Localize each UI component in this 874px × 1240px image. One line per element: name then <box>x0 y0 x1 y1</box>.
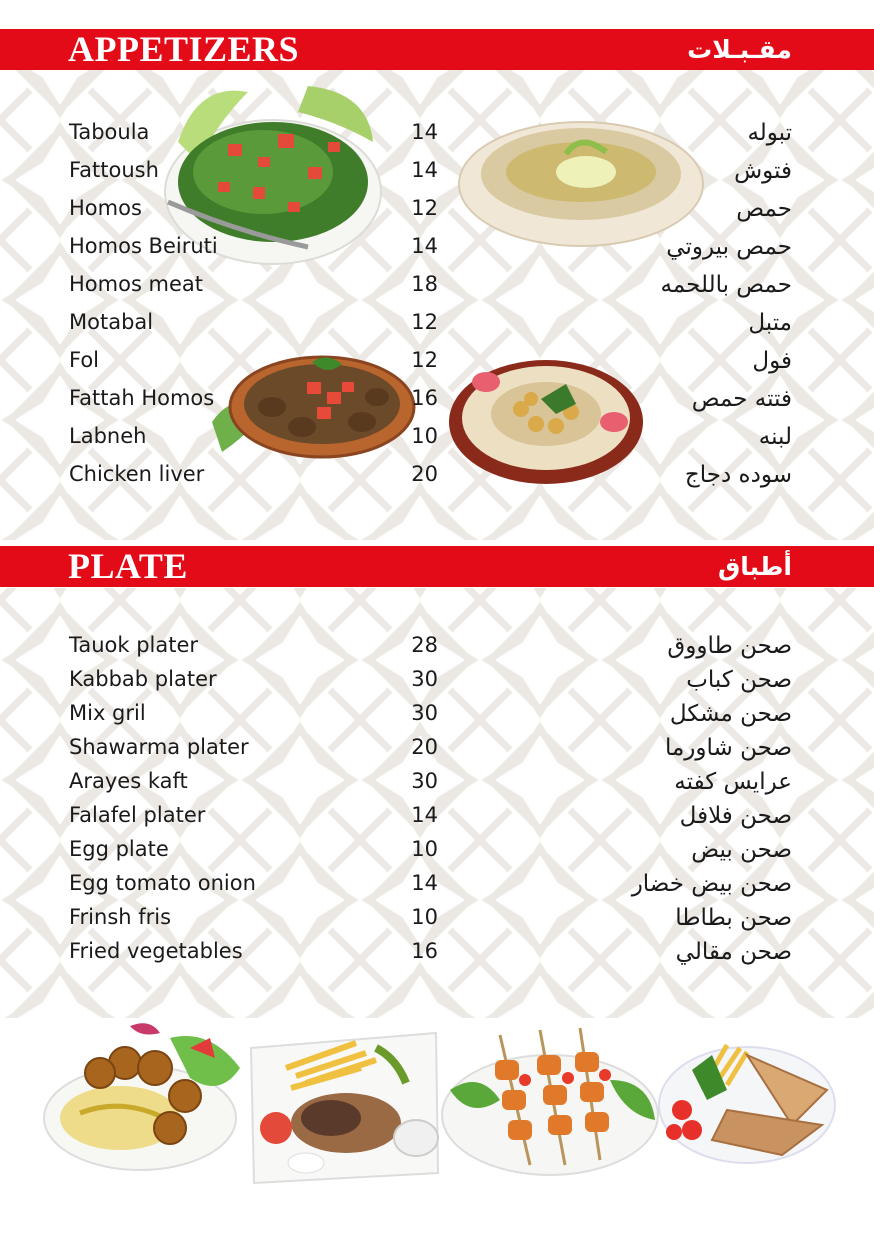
item-name: Chicken liver <box>69 462 205 486</box>
item-name: Homos meat <box>69 272 204 296</box>
item-name-arabic: حمص <box>736 196 792 222</box>
item-name: Homos Beiruti <box>69 234 218 258</box>
menu-item <box>0 196 874 234</box>
item-name: Homos <box>69 196 142 220</box>
skewers-plate-icon <box>440 1020 662 1178</box>
menu-item <box>0 234 874 272</box>
menu-item <box>0 837 874 871</box>
plate-header <box>0 546 874 587</box>
item-name-arabic: سوده دجاج <box>684 462 792 488</box>
item-price: 12 <box>411 310 438 334</box>
item-name-arabic: صحن بيض خضار <box>631 871 792 897</box>
menu-item <box>0 769 874 803</box>
item-price: 14 <box>411 871 438 895</box>
item-price: 14 <box>411 234 438 258</box>
item-price: 10 <box>411 424 438 448</box>
item-price: 28 <box>411 633 438 657</box>
falafel-plate-icon <box>40 1018 250 1173</box>
item-price: 30 <box>411 769 438 793</box>
menu-item <box>0 120 874 158</box>
item-price: 20 <box>411 735 438 759</box>
menu-item <box>0 939 874 973</box>
item-name-arabic: صحن كباب <box>686 667 792 693</box>
item-price: 12 <box>411 348 438 372</box>
item-name: Fried vegetables <box>69 939 243 963</box>
item-price: 12 <box>411 196 438 220</box>
menu-item <box>0 871 874 905</box>
menu-item <box>0 905 874 939</box>
menu-item <box>0 701 874 735</box>
menu-item <box>0 310 874 348</box>
appetizers-header <box>0 29 874 70</box>
item-price: 18 <box>411 272 438 296</box>
item-name-arabic: صحن مشكل <box>669 701 792 727</box>
appetizers-list <box>0 120 874 500</box>
item-name-arabic: لبنه <box>758 424 792 450</box>
item-name: Kabbab plater <box>69 667 217 691</box>
item-name: Falafel plater <box>69 803 206 827</box>
item-name-arabic: متبل <box>748 310 792 336</box>
item-name-arabic: عرايس كفته <box>674 769 792 795</box>
item-name-arabic: صحن طاووق <box>667 633 792 659</box>
menu-item <box>0 633 874 667</box>
item-price: 10 <box>411 837 438 861</box>
item-price: 14 <box>411 120 438 144</box>
menu-item <box>0 386 874 424</box>
item-name: Mix gril <box>69 701 146 725</box>
item-name-arabic: صحن مقالي <box>675 939 792 965</box>
menu-item <box>0 348 874 386</box>
item-name: Shawarma plater <box>69 735 249 759</box>
item-name-arabic: حمص بيروتي <box>666 234 792 260</box>
item-name-arabic: تبوله <box>747 120 792 146</box>
plate-title-arabic: أطباق <box>717 552 792 581</box>
item-name: Labneh <box>69 424 147 448</box>
item-name-arabic: صحن فلافل <box>679 803 792 829</box>
item-name: Fol <box>69 348 100 372</box>
item-name: Frinsh fris <box>69 905 172 929</box>
item-name-arabic: فتوش <box>734 158 792 184</box>
plate-title: PLATE <box>68 546 188 586</box>
item-name-arabic: صحن شاورما <box>664 735 792 761</box>
menu-item <box>0 735 874 769</box>
item-name: Fattah Homos <box>69 386 215 410</box>
item-price: 20 <box>411 462 438 486</box>
shawarma-plate-icon <box>246 1028 442 1186</box>
item-name-arabic: فتته حمص <box>691 386 792 412</box>
item-name-arabic: صحن بطاطا <box>675 905 792 931</box>
item-price: 10 <box>411 905 438 929</box>
item-price: 14 <box>411 158 438 182</box>
menu-item <box>0 667 874 701</box>
menu-item <box>0 424 874 462</box>
item-name: Taboula <box>69 120 150 144</box>
item-price: 16 <box>411 939 438 963</box>
arayes-plate-icon <box>652 1030 838 1168</box>
item-name: Arayes kaft <box>69 769 188 793</box>
item-name: Egg plate <box>69 837 169 861</box>
item-price: 14 <box>411 803 438 827</box>
item-name-arabic: حمص باللحمه <box>660 272 792 298</box>
appetizers-title-arabic: مقـبـلات <box>687 35 792 64</box>
menu-item <box>0 272 874 310</box>
menu-item <box>0 158 874 196</box>
item-name: Fattoush <box>69 158 159 182</box>
item-price: 30 <box>411 701 438 725</box>
item-name-arabic: فول <box>752 348 792 374</box>
item-name: Tauok plater <box>69 633 199 657</box>
item-name: Motabal <box>69 310 154 334</box>
plate-list <box>0 633 874 973</box>
appetizers-title: APPETIZERS <box>68 29 300 69</box>
menu-item <box>0 803 874 837</box>
item-price: 30 <box>411 667 438 691</box>
item-name: Egg tomato onion <box>69 871 256 895</box>
item-name-arabic: صحن بيض <box>691 837 792 863</box>
item-price: 16 <box>411 386 438 410</box>
menu-item <box>0 462 874 500</box>
